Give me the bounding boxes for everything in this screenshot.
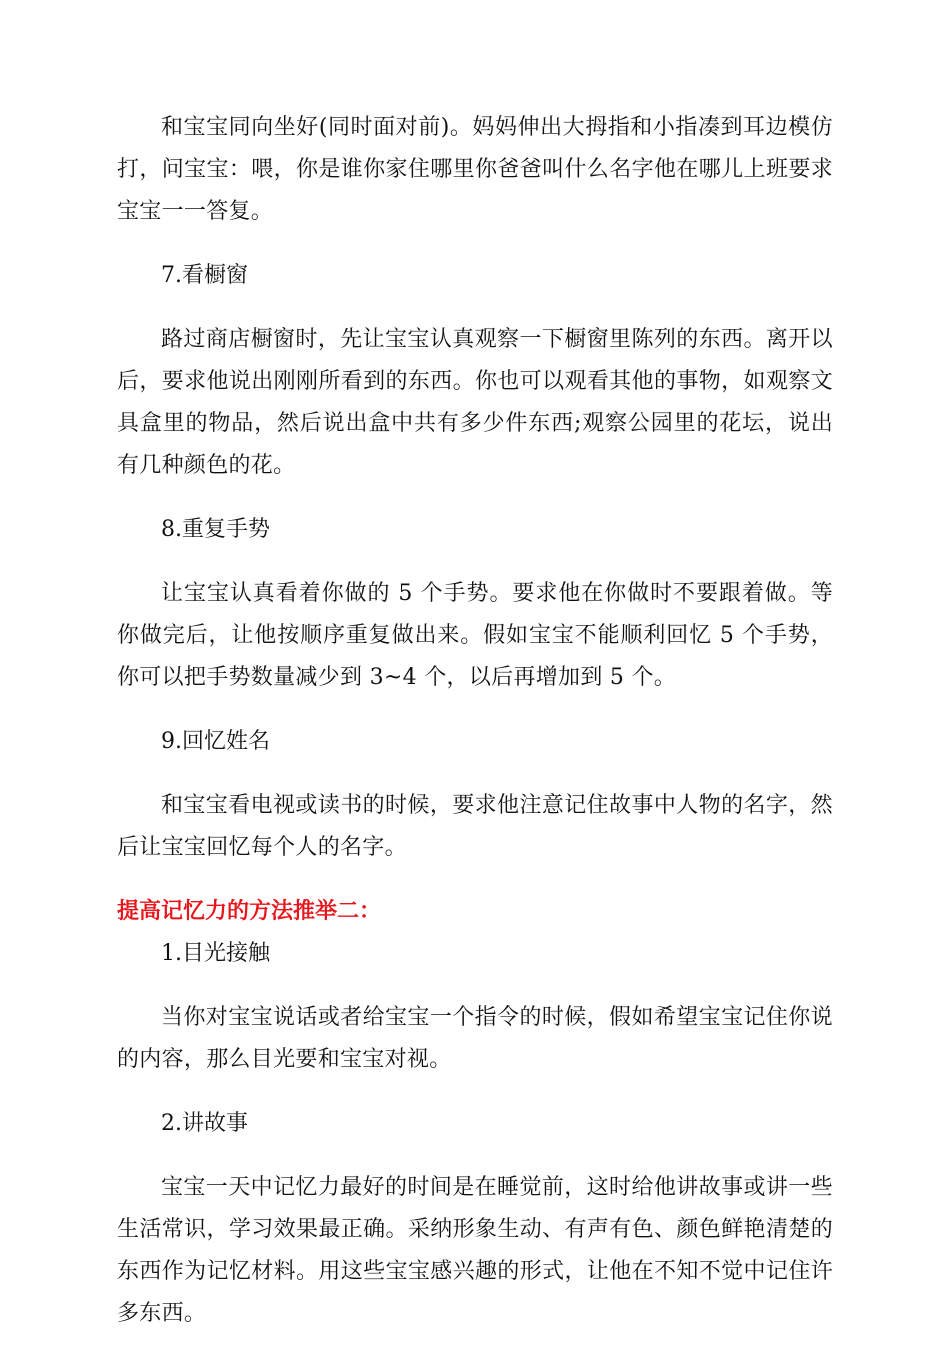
- paragraph: 和宝宝同向坐好(同时面对前)。妈妈伸出大拇指和小指凑到耳边模仿打，问宝宝：喂，你是谁你家住哪里你爸爸叫什么名字他在哪儿上班要求宝宝一一答复。: [117, 115, 833, 224]
- document-body: [117, 107, 833, 1357]
- subheading-look-window: 7.看橱窗: [161, 263, 248, 288]
- paragraph: 路过商店橱窗时，先让宝宝认真观察一下橱窗里陈列的东西。离开以后，要求他说出刚刚所看到的东西。你也可以观看其他的事物，如观察文具盒里的物品，然后说出盒中共有多少件东西;观察公园里的花坛，说出有几种颜色的花。: [117, 327, 833, 478]
- paragraph: 和宝宝看电视或读书的时候，要求他注意记住故事中人物的名字，然后让宝宝回忆每个人的名字。: [117, 793, 833, 860]
- paragraph: 宝宝一天中记忆力最好的时间是在睡觉前，这时给他讲故事或讲一些生活常识，学习效果最正确。采纳形象生动、有声有色、颜色鲜艳清楚的东西作为记忆材料。用这些宝宝感兴趣的形式，让他在不知不觉中记住许多东西。: [117, 1175, 833, 1326]
- subheading-repeat-gestures: 8.重复手势: [161, 517, 270, 542]
- paragraph: 当你对宝宝说话或者给宝宝一个指令的时候，假如希望宝宝记住你说的内容，那么目光要和宝宝对视。: [117, 1005, 833, 1072]
- subheading-recall-names: 9.回忆姓名: [161, 729, 270, 754]
- subheading-storytelling: 2.讲故事: [161, 1111, 248, 1136]
- subheading-eye-contact: 1.目光接触: [161, 941, 270, 966]
- paragraph: 让宝宝认真看着你做的 5 个手势。要求他在你做时不要跟着做。等你做完后，让他按顺序重复做出来。假如宝宝不能顺利回忆 5 个手势，你可以把手势数量减少到 3~4 个，以后再增加到 5 个。: [117, 581, 833, 690]
- section-title: 提高记忆力的方法推举二：: [117, 899, 382, 924]
